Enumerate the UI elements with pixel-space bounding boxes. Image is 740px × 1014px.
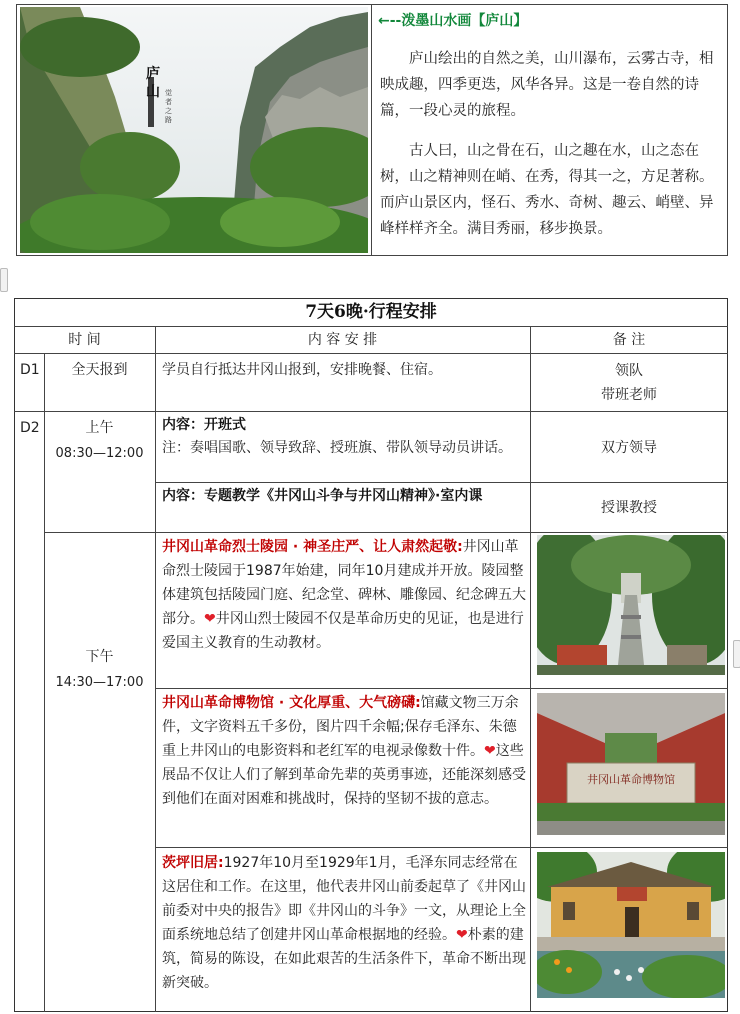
heart-icon: ❤ [456,927,468,943]
d2-item1-note: 双方领导 [601,440,657,456]
heart-icon: ❤ [484,743,496,759]
heart-icon: ❤ [204,611,216,627]
museum-photo-art [537,693,725,835]
col-line [155,326,156,1012]
photo-small-text: 觉者之路 [165,89,172,124]
d2-item1-detail: 注：奏唱国歌、领导致辞、授班旗、带队领导动员讲话。 [162,440,512,456]
ciping-photo [537,852,725,998]
intro-paragraph-2: 古人曰，山之骨在石，山之趣在水，山之态在树，山之精神则在峭、在秀，得其一之，方足著称。而庐山景区内，怪石、秀水、奇树、趣云、峭壁、异峰样样齐全。满目秀丽，移步换景。 [380,143,714,237]
cemetery-body-2: 井冈山烈士陵园不仅是革命历史的见证，也是进行爱国主义教育的生动教材。 [162,611,524,651]
museum-photo [537,693,725,835]
afternoon-item-museum [162,691,526,811]
museum-body-2: 这些展品不仅让人们了解到革命先辈的英勇事迹，还能深刻感受到他们在面对困难和挑战时，保持的坚韧不拔的意志。 [162,743,526,807]
ciping-body-2: 朴素的建筑，简易的陈设，在如此艰苦的生活条件下，革命不断出现新突破。 [162,927,526,991]
d1-note-1: 领队 [615,363,643,379]
header-content: 内 容 安 排 [307,332,378,348]
lushan-photo [20,7,368,253]
header-time: 时 间 [68,332,101,348]
col-line [530,326,531,1012]
d1-content: 学员自行抵达井冈山报到，安排晚餐、住宿。 [162,362,442,378]
cemetery-photo-art [537,535,725,675]
photo-calligraphy: 庐山 [146,66,160,100]
lushan-photo-art [20,7,368,253]
schedule-title: 7天6晚·行程安排 [305,302,437,322]
row-line [44,532,728,533]
d2-item1-title: 内容：开班式 [162,417,246,433]
d2-afternoon-range: 14:30—17:00 [55,675,144,690]
d2-morning-period: 上午 [85,420,114,436]
row-line [14,353,728,354]
header-note: 备 注 [612,332,646,348]
d1-time: 全天报到 [71,362,128,378]
d2-item2-note: 授课教授 [601,500,657,516]
day-label-d1: D1 [20,362,40,378]
row-line [155,688,728,689]
day-label-d2: D2 [20,420,40,436]
d2-afternoon-period: 下午 [85,649,114,665]
museum-title: 井冈山革命博物馆 · 文化厚重、大气磅礴: [162,695,421,711]
ciping-body: 1927年10月至1929年1月，毛泽东同志经常在这居住和工作。在这里，他代表井冈山前委起草了《井冈山前委对中央的报告》即《井冈山的斗争》一文，从理论上全面系统地总结了创建井冈山革命根据地的经验。 [162,855,526,943]
afternoon-item-cemetery [162,535,526,655]
d2-item2-title: 内容：专题教学《井冈山斗争与井冈山精神》·室内课 [162,488,483,504]
page-edge-marker [0,268,8,292]
d1-note-2: 带班老师 [601,387,657,403]
intro-divider [371,4,372,256]
museum-body: 馆藏文物三万余件，文字资料五千多份，图片四千余幅;保存毛泽东、朱德重上井冈山的电影资料和老红军的电视录像数十件。 [162,695,519,759]
ciping-title: 茨坪旧居: [162,855,224,871]
cemetery-photo [537,535,725,675]
cemetery-title: 井冈山革命烈士陵园 · 神圣庄严、让人肃然起敬: [162,539,463,555]
row-line [155,847,728,848]
ciping-photo-art [537,852,725,998]
row-line [14,326,728,327]
row-line [14,411,728,412]
afternoon-item-ciping [162,851,526,995]
intro-paragraph-1: 庐山绘出的自然之美，山川瀑布，云雾古寺，相映成趣，四季更迭，风华各异。这是一卷自然的诗篇，一段心灵的旅程。 [380,51,714,119]
page-edge-marker [733,640,740,668]
cemetery-body: 井冈山革命烈士陵园于1987年始建，同年10月建成并开放。陵园整体建筑包括陵园门庭、纪念堂、碑林、雕像园、纪念碑五大部分。 [162,539,526,627]
row-line [155,482,728,483]
d2-morning-range: 08:30—12:00 [55,446,144,461]
intro-heading: ←--泼墨山水画【庐山】 [378,13,528,29]
museum-sign-text: 井冈山革命博物馆 [587,773,675,786]
